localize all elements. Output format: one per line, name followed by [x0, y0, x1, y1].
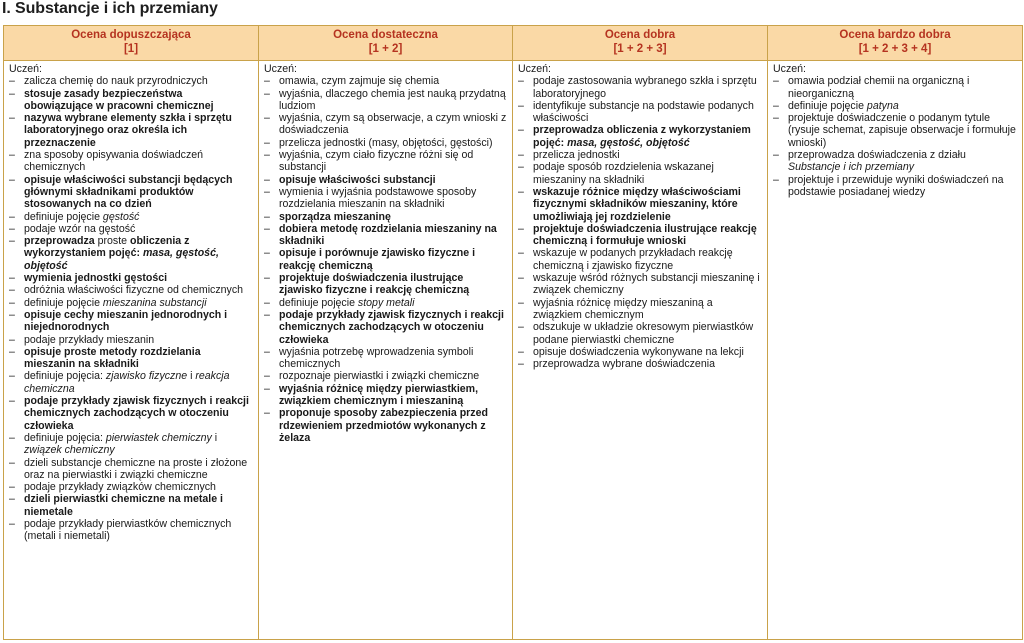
content-row — [4, 61, 1023, 640]
item-text: zalicza chemię do nauk przyrodniczych — [24, 75, 208, 88]
item-text: stosuje zasady bezpieczeństwa obowiązujące w pracowni chemicznej — [24, 87, 214, 112]
item-text: i — [187, 370, 196, 383]
column-header-bardzo-dobra — [768, 26, 1023, 61]
item-text: wyjaśnia różnicę między mieszaniną a związkiem chemicznym — [533, 296, 713, 321]
item-text: masa, gęstość, objętość — [24, 247, 219, 272]
item-text: projektuje i przewiduje wyniki doświadczeń na podstawie posiadanej wiedzy — [788, 173, 1004, 198]
list-item — [264, 88, 508, 113]
list-item — [264, 407, 508, 444]
item-text: stopy metali — [357, 296, 415, 309]
item-text: obliczenia z wykorzystaniem pojęć: — [24, 235, 190, 260]
list-item — [9, 235, 254, 272]
item-text: nazywa wybrane elementy szkła i sprzętu laboratoryjnego oraz określa ich przeznaczenie — [24, 112, 232, 149]
list-item — [518, 75, 763, 100]
list-item — [9, 395, 254, 432]
column-cell-bardzo-dobra — [768, 61, 1023, 640]
item-text: patyna — [866, 99, 899, 112]
list-item — [9, 518, 254, 543]
item-text: proste — [94, 235, 130, 248]
item-text: opisuje i porównuje zjawisko fizyczne i reakcję chemiczną — [279, 247, 476, 272]
list-item — [264, 211, 508, 223]
list-item — [518, 358, 763, 370]
item-text: odszukuje w układzie okresowym pierwiastków podane pierwiastki chemiczne — [533, 321, 754, 346]
item-text: definiuje pojęcia: — [24, 370, 106, 383]
student-intro: Uczeń: — [9, 63, 42, 75]
item-text: opisuje proste metody rozdzielania mieszanin na składniki — [24, 345, 201, 371]
list-item — [9, 149, 254, 174]
header-range: [1] — [123, 43, 139, 55]
header-range: [1 + 2 + 3 + 4] — [858, 43, 932, 55]
list-item — [773, 75, 1018, 100]
item-text: przeprowadza wybrane doświadczenia — [533, 358, 715, 371]
header-grade: Ocena bardzo dobra — [839, 29, 951, 41]
item-text: wyjaśnia, czym są obserwacje, a czym wnioski z doświadczenia — [279, 112, 507, 137]
list-item — [9, 493, 254, 518]
list-item — [264, 272, 508, 297]
list-item — [9, 370, 254, 395]
item-text: omawia, czym zajmuje się chemia — [279, 75, 440, 88]
item-text: wyjaśnia, dlaczego chemia jest nauką przydatną ludziom — [279, 87, 506, 112]
list-item — [9, 223, 254, 235]
item-text: definiuje pojęcie — [788, 99, 867, 112]
item-text: dzieli pierwiastki chemiczne na metale i niemetale — [24, 493, 224, 518]
item-text: projektuje doświadczenia ilustrujące reakcję chemiczną i formułuje wnioski — [533, 222, 757, 248]
list-item — [518, 297, 763, 322]
item-text: gęstość — [102, 210, 140, 223]
list-item — [9, 174, 254, 211]
list-item — [9, 481, 254, 493]
list-item — [9, 272, 254, 284]
item-text: wskazuje w podanych przykładach reakcję chemiczną i zjawisko fizyczne — [533, 247, 733, 272]
requirements-list — [9, 75, 254, 542]
list-item — [264, 309, 508, 346]
header-grade: Ocena dopuszczająca — [71, 29, 191, 41]
column-cell-dopuszczajaca — [4, 61, 259, 640]
item-text: podaje wzór na gęstość — [24, 222, 136, 235]
student-intro: Uczeń: — [773, 63, 806, 75]
list-item — [9, 112, 254, 149]
student-intro: Uczeń: — [264, 63, 297, 75]
list-item — [9, 309, 254, 334]
item-text: podaje przykłady zjawisk fizycznych i reakcji chemicznych zachodzących w otoczeniu człowieka — [24, 395, 249, 432]
item-text: dobiera metodę rozdzielania mieszaniny na składniki — [279, 222, 497, 248]
item-text: omawia podział chemii na organiczną i nieorganiczną — [788, 75, 970, 100]
grading-table — [3, 25, 1023, 640]
list-item — [773, 112, 1018, 149]
column-cell-dobra — [513, 61, 768, 640]
section-title: I. Substancje i ich przemiany — [2, 0, 218, 17]
item-text: podaje przykłady związków chemicznych — [24, 481, 216, 494]
item-text: podaje zastosowania wybranego szkła i sprzętu laboratoryjnego — [533, 75, 757, 100]
list-item — [773, 174, 1018, 199]
item-text: przelicza jednostki (masy, objętości, gęstości) — [279, 136, 493, 149]
item-text: przeprowadza doświadczenia z działu — [788, 149, 966, 162]
list-item — [518, 247, 763, 272]
header-range: [1 + 2 + 3] — [613, 43, 667, 55]
item-text: wyjaśnia, czym ciało fizyczne różni się od substancji — [279, 149, 474, 174]
item-text: wskazuje różnice między właściwościami fizycznymi składników mieszaniny, które umożliwiają jej rozdzielenie — [533, 185, 741, 223]
item-text: pierwiastek chemiczny — [105, 431, 212, 444]
item-text: projektuje doświadczenia ilustrujące zjawisko fizyczne i reakcję chemiczną — [279, 272, 470, 297]
item-text: definiuje pojęcia: — [24, 431, 106, 444]
list-item — [264, 346, 508, 371]
list-item — [264, 297, 508, 309]
item-text: definiuje pojęcie — [279, 296, 358, 309]
header-grade: Ocena dobra — [604, 29, 676, 41]
item-text: podaje sposób rozdzielenia wskazanej mieszaniny na składniki — [533, 161, 714, 186]
item-text: podaje przykłady zjawisk fizycznych i reakcji chemicznych zachodzących w otoczeniu człowieka — [279, 308, 504, 346]
list-item — [264, 186, 508, 211]
list-item — [518, 186, 763, 223]
list-item — [264, 370, 508, 382]
item-text: opisuje właściwości substancji — [279, 173, 436, 186]
item-text: Substancje i ich przemiany — [788, 161, 915, 174]
list-item — [518, 223, 763, 248]
list-item — [264, 137, 508, 149]
item-text: odróżnia właściwości fizyczne od chemicznych — [24, 284, 244, 297]
header-range: [1 + 2] — [368, 43, 403, 55]
list-item — [264, 383, 508, 408]
list-item — [264, 75, 508, 87]
list-item — [9, 334, 254, 346]
column-header-dobra — [513, 26, 768, 61]
list-item — [9, 457, 254, 482]
item-text: związek chemiczny — [24, 444, 115, 457]
item-text: identyfikuje substancje na podstawie podanych właściwości — [533, 99, 754, 125]
item-text: wskazuje wśród różnych substancji mieszaninę i związek chemiczny — [533, 272, 760, 297]
item-text: opisuje właściwości substancji będących głównymi składnikami produktów stosowanych na co dzień — [24, 173, 233, 211]
item-text: definiuje pojęcie — [24, 210, 103, 223]
student-intro: Uczeń: — [518, 63, 551, 75]
item-text: przeprowadza obliczenia z wykorzystaniem pojęć: — [533, 124, 751, 149]
item-text: przelicza jednostki — [533, 149, 620, 162]
item-text: opisuje doświadczenia wykonywane na lekcji — [533, 345, 744, 358]
item-text: definiuje pojęcie — [24, 296, 103, 309]
item-text: wymienia i wyjaśnia podstawowe sposoby rozdzielania mieszanin na składniki — [279, 185, 477, 211]
item-text: zjawisko fizyczne — [105, 370, 188, 383]
item-text: mieszanina substancji — [102, 296, 207, 309]
item-text: i — [211, 431, 218, 444]
list-item — [264, 223, 508, 248]
list-item — [518, 346, 763, 358]
list-item — [9, 211, 254, 223]
header-grade: Ocena dostateczna — [333, 29, 438, 41]
item-text: podaje przykłady pierwiastków chemicznych (metali i niemetali) — [24, 517, 232, 543]
item-text: przeprowadza — [24, 235, 95, 248]
requirements-list — [773, 75, 1018, 198]
list-item — [9, 75, 254, 87]
list-item — [773, 149, 1018, 174]
list-item — [518, 321, 763, 346]
list-item — [9, 284, 254, 296]
item-text: wyjaśnia potrzebę wprowadzenia symboli chemicznych — [279, 345, 474, 371]
requirements-list — [518, 75, 763, 370]
item-text: proponuje sposoby zabezpieczenia przed rdzewieniem przedmiotów wykonanych z żelaza — [279, 407, 488, 444]
header-row — [4, 26, 1023, 61]
list-item — [264, 112, 508, 137]
list-item — [9, 346, 254, 371]
item-text: podaje przykłady mieszanin — [24, 333, 155, 346]
list-item — [518, 149, 763, 161]
item-text: wyjaśnia różnicę między pierwiastkiem, związkiem chemicznym i mieszaniną — [279, 382, 479, 408]
item-text: projektuje doświadczenie o podanym tytule (rysuje schemat, zapisuje obserwacje i formułuje wnioski) — [788, 112, 1016, 149]
list-item — [9, 432, 254, 457]
list-item — [518, 100, 763, 125]
item-text: dzieli substancje chemiczne na proste i złożone oraz na pierwiastki i związki chemiczne — [24, 456, 248, 481]
list-item — [518, 124, 763, 149]
item-text: masa, gęstość, objętość — [567, 136, 690, 149]
list-item — [9, 297, 254, 309]
item-text: zna sposoby opisywania doświadczeń chemicznych — [24, 149, 204, 174]
item-text: reakcja chemiczna — [24, 370, 230, 395]
column-header-dostateczna — [259, 26, 513, 61]
item-text: sporządza mieszaninę — [279, 210, 391, 223]
list-item — [9, 88, 254, 113]
list-item — [264, 149, 508, 174]
list-item — [773, 100, 1018, 112]
item-text: rozpoznaje pierwiastki i związki chemiczne — [279, 370, 480, 383]
item-text: opisuje cechy mieszanin jednorodnych i niejednorodnych — [24, 308, 228, 334]
list-item — [518, 272, 763, 297]
list-item — [518, 161, 763, 186]
requirements-list — [264, 75, 508, 444]
list-item — [264, 174, 508, 186]
list-item — [264, 247, 508, 272]
column-cell-dostateczna — [259, 61, 513, 640]
column-header-dopuszczajaca — [4, 26, 259, 61]
item-text: wymienia jednostki gęstości — [24, 272, 168, 285]
